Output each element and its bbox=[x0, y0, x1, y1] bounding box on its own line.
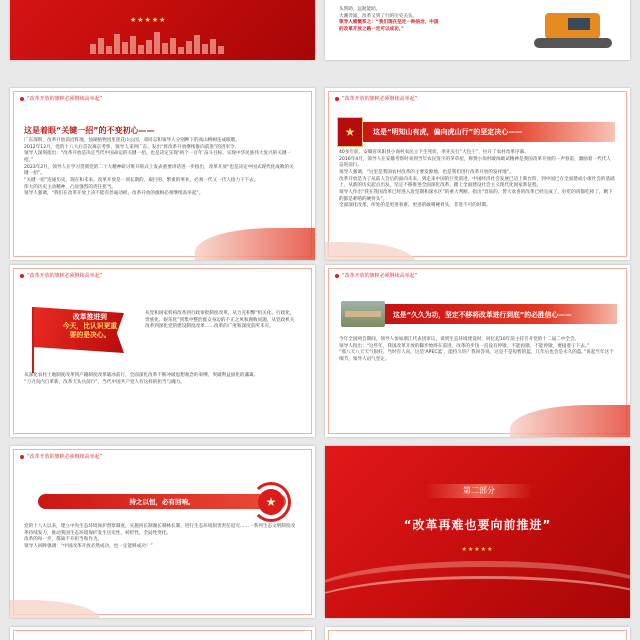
paragraph: 今年全国两会期间，领导人参加浙江代表团审议，谈到生态环境建设时，回忆起10年前主持召开党的十二届二中全会。 bbox=[339, 337, 580, 342]
section-tag bbox=[20, 272, 102, 279]
text-line: 头帮助，远航能助。 bbox=[339, 7, 381, 12]
heading-banner bbox=[339, 122, 615, 142]
paragraph: 改革的每一步，都离不开担当和作为。 bbox=[24, 537, 103, 543]
paragraph: 从深化农村土地制度改革到户籍制度改革破冰前行，全面深化改革不断冲破思想观念的束缚，突破利益固化的藩篱。 bbox=[24, 373, 259, 378]
flag-pole bbox=[32, 307, 34, 373]
tag-dot bbox=[335, 97, 339, 101]
banner-text: 这是“明知山有虎，偏向虎山行”的坚定决心—— bbox=[373, 128, 523, 136]
paragraph: “刀刃向内自革新，改革天头兵前行”，当代中国共产党人有这样的担当与魄力。 bbox=[24, 379, 185, 385]
paragraph: 领导人回眸强调：“中国改革开放必然成功，也一定能够成功！” bbox=[24, 543, 153, 549]
paragraph: 全面深化改革，所处的是更进看难、更进的敢啃硬骨头，非进不可的时期。 bbox=[339, 203, 491, 209]
slide-body bbox=[24, 373, 299, 386]
section-tag bbox=[20, 95, 102, 102]
part-label: 第二部分 bbox=[425, 484, 533, 498]
paragraph: 40多年前，安徽省凤阳县小岗村农民立下生死状，率先实行“大包干”，拉开了农村改革序幕。 bbox=[339, 150, 529, 155]
section-tag-text: “改革开放的旗帜必须继续高举起” bbox=[27, 273, 103, 279]
machine-window bbox=[568, 18, 590, 30]
section-title: “改革再难也要向前推进” bbox=[403, 518, 552, 532]
slide-thumbnail-10[interactable] bbox=[325, 627, 630, 640]
flag-text bbox=[50, 313, 130, 341]
tag-dot bbox=[20, 455, 24, 459]
slide-text bbox=[339, 7, 509, 34]
slide-thumbnail-4[interactable] bbox=[325, 88, 630, 260]
text-line: 大潮奔涌，改革又到了行的历史关头。 bbox=[339, 13, 418, 19]
slide-thumbnail-8[interactable] bbox=[325, 446, 630, 618]
title-stars: ★★★★★ bbox=[461, 546, 494, 553]
slide-thumbnail-7[interactable] bbox=[10, 446, 315, 618]
paragraph: 广东深圳，改革开放前沿阵地。仙湖植物园里莲花山公园，邓同志和领导人分别种下的高山榕树连成眼瞎。 bbox=[24, 138, 240, 143]
section-tag-text: “改革开放的旗帜必须继续高举起” bbox=[342, 273, 418, 279]
side-text: 从党和国家机构改革到行政审批制度改革，从力克积弊“机关化、行政化、贵族化、娱乐化”到集中整治群众身边的不正之风和腐败问题，从党政机关改革到深化党的建设制度改革……改革的广度和深度前所未有。 bbox=[145, 311, 295, 330]
section-tag-text: “改革开放的旗帜必须继续高举起” bbox=[342, 96, 418, 102]
decor-swoosh bbox=[325, 576, 630, 618]
paragraph: “关键一招”连通历史、现在和未来。改革开放是一项长期的、艰巨的、繁重的事业，必须一代又一代人接力干下去。 bbox=[24, 177, 259, 183]
section-tag-text: “改革开放的旗帜必须继续高举起” bbox=[27, 96, 103, 102]
paragraph: 党的十八大以来，建立中央生态环境保护督察制度，实施河长制湖长制林长制，进行生态环境损害责任追究……一系列生态文明制度改革持续发力，推动我国生态环境保护发生历史性、转折性、全局性变化。 bbox=[24, 524, 296, 536]
paragraph: 领导人作出“我在我国改革已经进入攻坚期和深水区”的重大判断，指出“容易的、皆大欢喜的改革已经完成了，好吃的肉都吃掉了，剩下的都是难啃的硬骨头”。 bbox=[339, 189, 613, 202]
slide-thumbnail-3[interactable] bbox=[10, 88, 315, 260]
slide-body bbox=[24, 524, 299, 551]
tag-dot bbox=[20, 274, 24, 278]
slide-thumbnail-9[interactable] bbox=[10, 627, 315, 640]
slide-body bbox=[339, 150, 615, 210]
slide-thumbnail-2[interactable] bbox=[325, 0, 630, 60]
star-icon: ★ bbox=[258, 489, 284, 515]
paragraph: 领导人强调，“这里是我国农村改革的主要发源地，也是我们进行改革开放的发祥地”。 bbox=[339, 169, 514, 175]
tag-dot bbox=[335, 274, 339, 278]
slide-frame bbox=[328, 630, 627, 640]
slide-thumbnail-1[interactable] bbox=[10, 0, 315, 60]
slide-thumbnail-6[interactable] bbox=[325, 265, 630, 437]
section-tag bbox=[335, 95, 417, 102]
section-tag bbox=[335, 272, 417, 279]
paragraph: 改革开放是为了从前人会后的面向未来，到走来中国的巨变前进，中国经济社会发展已迈上新台阶，到中国已在全面建成小康社会的基础上，从新的历史起点出发，坚定不移推进全面深化改革，踏上全面建设社会主义现代化国家新征程。 bbox=[339, 176, 615, 189]
star-badge bbox=[251, 482, 291, 522]
heading-banner: 这是“久久为功，坚定不移将改革进行到底”的必胜信心—— bbox=[385, 304, 617, 324]
slide-body bbox=[24, 138, 294, 198]
paragraph: “那八天八天天气很好，当时有人问，这是‘APEC蓝’，能持久吗？我回答说，这是不是短暂的蓝，几年后也会是永久的蓝。”说起当年这个细节，领导人语气坚定。 bbox=[339, 350, 614, 362]
paragraph: 领导人深刻指出：“改革开放是决定当代中国命运的关键一招，也是决定实现‘两个一百年’奋斗目标、实现中华民族伟大复兴的关键一招。” bbox=[24, 151, 292, 163]
flag-line: 要的是决心。 bbox=[69, 331, 111, 340]
highlight-line: 的改革开放之路一定可以成功。” bbox=[339, 26, 405, 32]
paragraph: 2023年2月，领导人在学习贯彻党的二十大精神研讨班开班式上发表重要讲话进一步指出，改革开放“也是决定中国式现代化成败的关键一招”。 bbox=[24, 164, 294, 177]
flag-line: 改革推进到 bbox=[73, 313, 107, 321]
paragraph: 领导人强调，“我们在改革开放上决不能有丝毫动摇，改革开放的旗帜必须继续高举起”。 bbox=[24, 191, 204, 197]
machine-base bbox=[534, 38, 612, 48]
highlight-line: 领导人感慨系之：“我们现在坚定一种信念，中国 bbox=[339, 20, 439, 26]
title-stars: ★★★★★ bbox=[130, 16, 167, 24]
city-skyline bbox=[90, 32, 240, 54]
slide-heading: 这是着眼“关键一招”的不变初心—— bbox=[24, 126, 155, 135]
section-tag bbox=[20, 453, 102, 460]
slide-thumbnail-5[interactable] bbox=[10, 265, 315, 437]
paragraph: 2016年4月，领导人在安徽考察时来到当年农民签字的茅草屋，称赞小岗村敢闯敢试精神是我国改革开放的一声春雷，激励着一代代人奋进前行。 bbox=[339, 156, 611, 169]
flag-line: 今天，比认识更重 bbox=[62, 322, 118, 331]
heading-pill: 持之以恒，必有回响。 bbox=[38, 494, 286, 509]
slide-body bbox=[339, 337, 615, 364]
section-tag-text: “改革开放的旗帜必须继续高举起” bbox=[27, 454, 103, 460]
paragraph: 2012年12月，党的十八大后首次离京考察，领导人来到广东，发出“将改革开放继续推向前进”的进军令。 bbox=[24, 144, 240, 150]
slide-frame bbox=[13, 268, 312, 434]
tag-dot bbox=[20, 97, 24, 101]
slide-frame bbox=[13, 630, 312, 640]
great-wall-image bbox=[341, 301, 385, 327]
paragraph: 领导人指出：“这些年，我国改革开放的脚步始终在前进，改革的步伐一直没有停歇，不能再歇，不能停歇，要接着干下去。” bbox=[339, 343, 590, 349]
star-icon: ★ bbox=[337, 117, 363, 147]
paragraph: 伟大的历史主动精神，凸显强烈的责任担当。 bbox=[24, 184, 116, 190]
